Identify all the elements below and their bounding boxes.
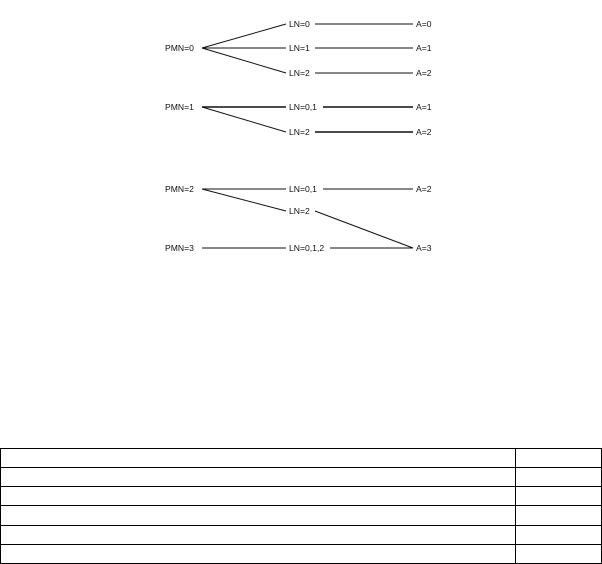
- table-cell: [516, 449, 602, 468]
- table-row: [1, 468, 602, 487]
- node-pmn0: PMN=0: [165, 43, 194, 53]
- edge-pmn1-ln2: [202, 107, 286, 132]
- node-ln-01: LN=0,1: [289, 102, 317, 112]
- empty-table: [0, 448, 602, 564]
- table-row: [1, 487, 602, 506]
- node-ln-2b: LN=2: [289, 127, 310, 137]
- table-cell: [1, 449, 516, 468]
- node-pmn3: PMN=3: [165, 243, 194, 253]
- table-cell: [1, 506, 516, 525]
- table-cell: [516, 468, 602, 487]
- table-cell: [1, 544, 516, 563]
- node-a-2: A=2: [416, 68, 432, 78]
- table-row: [1, 506, 602, 525]
- node-a-2b: A=2: [416, 127, 432, 137]
- node-pmn1: PMN=1: [165, 102, 194, 112]
- edge-pmn2-ln2: [202, 189, 286, 211]
- table-row: [1, 525, 602, 544]
- node-pmn2: PMN=2: [165, 184, 194, 194]
- node-a-0: A=0: [416, 19, 432, 29]
- table-cell: [516, 525, 602, 544]
- table-cell: [516, 506, 602, 525]
- node-a-1b: A=1: [416, 102, 432, 112]
- table-cell: [516, 487, 602, 506]
- node-ln-2c: LN=2: [289, 206, 310, 216]
- node-ln-2: LN=2: [289, 68, 310, 78]
- table-row: [1, 449, 602, 468]
- node-ln-012: LN=0,1,2: [289, 243, 325, 253]
- table-cell: [1, 468, 516, 487]
- table-cell: [1, 525, 516, 544]
- node-a-3: A=3: [416, 243, 432, 253]
- edge-ln2-a3: [315, 211, 413, 248]
- node-ln-0: LN=0: [289, 19, 310, 29]
- table-cell: [1, 487, 516, 506]
- node-a-1: A=1: [416, 43, 432, 53]
- node-ln-01c: LN=0,1: [289, 184, 317, 194]
- table-cell: [516, 544, 602, 563]
- node-ln-1: LN=1: [289, 43, 310, 53]
- table-row: [1, 544, 602, 563]
- edge-pmn0-ln0: [202, 24, 286, 48]
- edge-pmn0-ln2: [202, 48, 286, 73]
- node-a-2c: A=2: [416, 184, 432, 194]
